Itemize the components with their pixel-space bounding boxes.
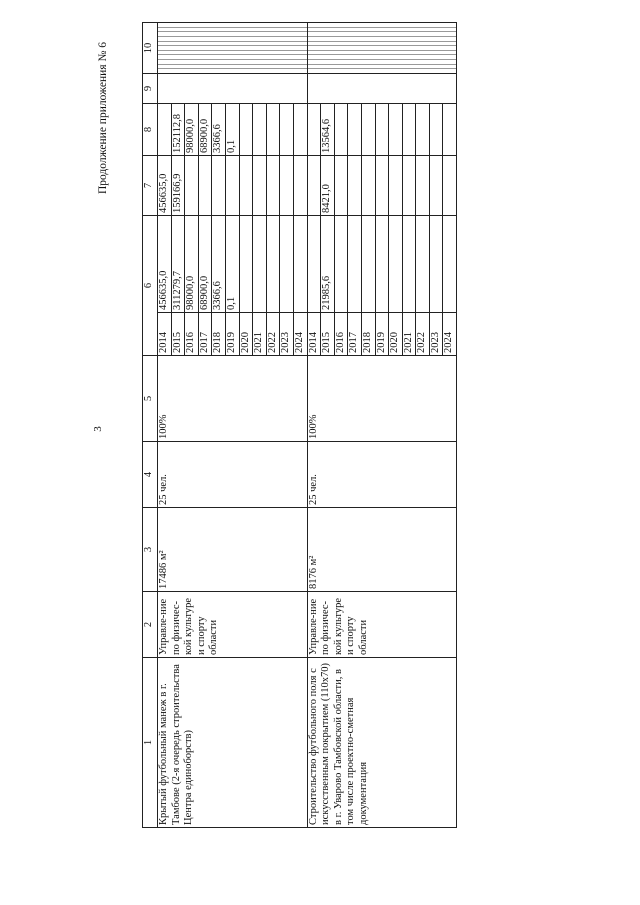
amount-value — [334, 104, 348, 155]
value-row — [225, 104, 239, 155]
customer-cell: Управле-ние по физичес-кой культуре и спорту области — [158, 592, 308, 658]
column-header-9: 9 — [143, 74, 158, 104]
amount-value — [225, 156, 239, 215]
value-row — [293, 156, 306, 215]
year-row — [389, 216, 403, 355]
regional-budget-cell — [158, 104, 308, 156]
value-row — [239, 104, 253, 155]
year-row — [280, 216, 294, 355]
year-row — [443, 216, 456, 355]
value-row — [308, 156, 321, 215]
amount-value — [348, 104, 362, 155]
value-row — [389, 104, 403, 155]
year-value: 21985,6 — [321, 216, 335, 313]
year-label: 2021 — [253, 313, 267, 356]
value-row — [280, 156, 294, 215]
page-number: 3 — [92, 426, 104, 432]
value-row — [321, 156, 335, 215]
column-9-cell — [158, 74, 308, 104]
year-value: 311279,7 — [171, 216, 185, 313]
column-header-5: 5 — [143, 356, 158, 442]
column-header-4: 4 — [143, 442, 158, 508]
year-row — [429, 216, 443, 355]
value-row — [171, 156, 185, 215]
value-row — [348, 156, 362, 215]
value-row — [280, 104, 294, 155]
amount-value — [416, 156, 430, 215]
column-header-8: 8 — [143, 104, 158, 156]
appendix-heading-text: Продолжение приложения № 6 — [97, 41, 109, 195]
amount-value — [198, 156, 212, 215]
column-header-3: 3 — [143, 508, 158, 592]
amount-value — [361, 156, 375, 215]
year-row — [212, 216, 226, 355]
amount-value — [375, 104, 389, 155]
year-row — [158, 216, 171, 355]
amount-value: 13564,6 — [321, 104, 335, 155]
value-row — [185, 104, 199, 155]
amount-value: 98000,0 — [185, 104, 199, 155]
header-row — [143, 23, 158, 828]
value-row — [212, 156, 226, 215]
amount-value — [334, 156, 348, 215]
value-row — [171, 104, 185, 155]
capacity-cell: 17486 м² — [158, 508, 308, 592]
value-row — [212, 104, 226, 155]
year-label: 2021 — [402, 313, 416, 356]
value-row — [389, 156, 403, 215]
year-value — [416, 216, 430, 313]
amount-value — [266, 104, 280, 155]
amount-value — [389, 156, 403, 215]
readiness-cell: 100% — [158, 356, 308, 442]
value-row — [293, 104, 306, 155]
year-value — [253, 216, 267, 313]
value-row — [443, 156, 456, 215]
amount-value — [185, 156, 199, 215]
value-row — [253, 104, 267, 155]
amount-value — [280, 104, 294, 155]
year-value: 456635,0 — [158, 216, 171, 313]
amount-value — [308, 104, 321, 155]
year-label: 2015 — [321, 313, 335, 356]
column-header-6: 6 — [143, 216, 158, 356]
year-value: 0,1 — [225, 216, 239, 313]
year-row — [375, 216, 389, 355]
column-header-10: 10 — [143, 23, 158, 74]
year-value — [239, 216, 253, 313]
amount-value — [429, 156, 443, 215]
object-name-cell: Строительство футбольного поля с искусственным покрытием (110х70) в г. Уварово Тамбовской области, в том числе проектно-сметная документация — [307, 658, 457, 828]
data-table-wrapper — [142, 23, 582, 828]
year-label: 2020 — [389, 313, 403, 356]
year-value — [266, 216, 280, 313]
amount-value — [239, 104, 253, 155]
table-row — [158, 23, 308, 828]
data-table — [142, 22, 457, 828]
year-label: 2023 — [429, 313, 443, 356]
year-row — [416, 216, 430, 355]
year-value: 3366,6 — [212, 216, 226, 313]
year-label: 2018 — [361, 313, 375, 356]
value-row — [253, 156, 267, 215]
year-value — [402, 216, 416, 313]
value-row — [429, 156, 443, 215]
year-row — [198, 216, 212, 355]
column-header-1: 1 — [143, 658, 158, 828]
amount-value — [239, 156, 253, 215]
year-row — [308, 216, 321, 355]
year-label: 2023 — [280, 313, 294, 356]
value-row — [334, 156, 348, 215]
year-value — [429, 216, 443, 313]
value-row — [225, 156, 239, 215]
year-value — [361, 216, 375, 313]
amount-value: 159166,9 — [171, 156, 185, 215]
year-value — [389, 216, 403, 313]
year-label: 2024 — [293, 332, 305, 353]
amount-value — [212, 156, 226, 215]
year-value: 98000,0 — [185, 216, 199, 313]
amount-value: 456635,0 — [158, 156, 171, 215]
financing-total-cell — [307, 216, 457, 356]
year-label: 2016 — [334, 313, 348, 356]
table-row — [307, 23, 457, 828]
year-value — [293, 216, 306, 313]
financing-total-cell — [158, 216, 308, 356]
year-label: 2015 — [171, 313, 185, 356]
amount-value — [308, 156, 321, 215]
value-row — [198, 104, 212, 155]
staff-cell: 25 чел. — [158, 442, 308, 508]
federal-budget-cell — [307, 156, 457, 216]
value-row — [402, 104, 416, 155]
year-row — [402, 216, 416, 355]
value-row — [158, 156, 171, 215]
amount-value: 3366,6 — [212, 104, 226, 155]
amount-value — [402, 104, 416, 155]
amount-value — [402, 156, 416, 215]
year-row — [321, 216, 335, 355]
value-row — [239, 156, 253, 215]
column-9-cell — [307, 74, 457, 104]
year-row — [293, 216, 306, 355]
year-value — [348, 216, 362, 313]
amount-value — [375, 156, 389, 215]
year-row — [225, 216, 239, 355]
value-row — [348, 104, 362, 155]
amount-value: 152112,8 — [171, 104, 185, 155]
year-label: 2017 — [198, 313, 212, 356]
regional-budget-cell — [307, 104, 457, 156]
value-row — [266, 104, 280, 155]
amount-value — [293, 156, 306, 215]
amount-value: 0,1 — [225, 104, 239, 155]
value-row — [308, 104, 321, 155]
year-row — [185, 216, 199, 355]
value-row — [375, 104, 389, 155]
customer-cell: Управле-ние по физичес-кой культуре и спорту области — [307, 592, 457, 658]
capacity-cell: 8176 м² — [307, 508, 457, 592]
federal-budget-cell — [158, 156, 308, 216]
year-label: 2022 — [416, 313, 430, 356]
year-row — [361, 216, 375, 355]
amount-value — [158, 104, 171, 155]
value-row — [402, 156, 416, 215]
value-row — [321, 104, 335, 155]
column-header-2: 2 — [143, 592, 158, 658]
year-value — [443, 216, 456, 313]
year-value — [375, 216, 389, 313]
column-10-cell — [158, 23, 308, 74]
amount-value — [361, 104, 375, 155]
column-10-cell — [307, 23, 457, 74]
staff-cell: 25 чел. — [307, 442, 457, 508]
amount-value — [253, 104, 267, 155]
amount-value — [416, 104, 430, 155]
year-label: 2024 — [443, 332, 455, 353]
value-row — [158, 104, 171, 155]
value-row — [334, 104, 348, 155]
year-value — [280, 216, 294, 313]
year-row — [334, 216, 348, 355]
year-row — [171, 216, 185, 355]
amount-value — [429, 104, 443, 155]
readiness-cell: 100% — [307, 356, 457, 442]
object-name-cell: Крытый футбольный манеж в г. Тамбове (2-я очередь строительства Центра единоборств) — [158, 658, 308, 828]
value-row — [198, 156, 212, 215]
year-row — [239, 216, 253, 355]
value-row — [416, 104, 430, 155]
year-label: 2022 — [266, 313, 280, 356]
amount-value: 8421,0 — [321, 156, 335, 215]
amount-value — [443, 104, 456, 155]
year-label: 2018 — [212, 313, 226, 356]
value-row — [266, 156, 280, 215]
year-value: 68900,0 — [198, 216, 212, 313]
year-value — [334, 216, 348, 313]
amount-value — [266, 156, 280, 215]
year-label: 2019 — [375, 313, 389, 356]
year-label: 2014 — [158, 313, 171, 356]
amount-value — [389, 104, 403, 155]
value-row — [185, 156, 199, 215]
year-label: 2016 — [185, 313, 199, 356]
year-row — [348, 216, 362, 355]
value-row — [375, 156, 389, 215]
amount-value — [293, 104, 306, 155]
value-row — [429, 104, 443, 155]
year-label: 2014 — [308, 313, 321, 356]
amount-value — [348, 156, 362, 215]
year-row — [253, 216, 267, 355]
value-row — [361, 156, 375, 215]
year-value — [308, 216, 321, 313]
year-row — [266, 216, 280, 355]
amount-value — [443, 156, 456, 215]
year-label: 2017 — [348, 313, 362, 356]
amount-value — [253, 156, 267, 215]
value-row — [416, 156, 430, 215]
amount-value: 68900,0 — [198, 104, 212, 155]
year-label: 2019 — [225, 313, 239, 356]
amount-value — [280, 156, 294, 215]
value-row — [361, 104, 375, 155]
value-row — [443, 104, 456, 155]
column-header-7: 7 — [143, 156, 158, 216]
year-label: 2020 — [239, 313, 253, 356]
